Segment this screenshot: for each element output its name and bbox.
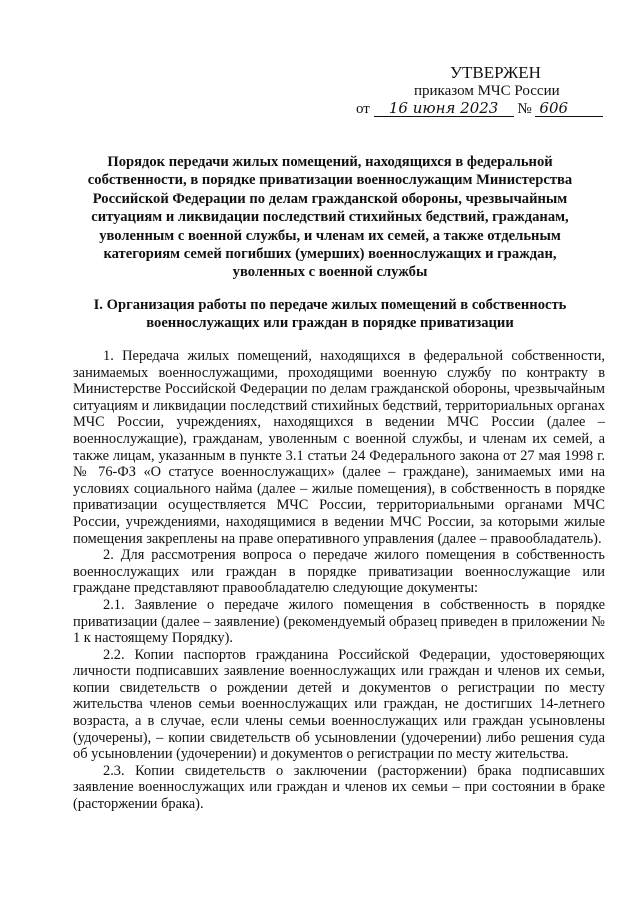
date-prefix: от (356, 101, 370, 117)
approval-title: УТВЕРЖЕН (450, 63, 541, 82)
paragraph: 2.2. Копии паспортов гражданина Российской Федерации, удостоверяющих личности подписавших заявление военнослужащих или граждан и членов их семьи, копии свидетельств о рождении детей и документов о регистрации по месту жительства членов семьи военнослужащих или граждан, не достигших 14-летнего возраста, а в случае, если члены семьи военнослужащих или граждан усыновлены (удочерены), – копии свидетельств об усыновлении (удочерении) либо решения суда об усыновлении (удочерении) и документов о регистрации по месту жительства. (73, 646, 605, 763)
document-body (73, 348, 605, 813)
approval-order: приказом МЧС России (414, 83, 560, 99)
approval-block (356, 64, 616, 118)
document-title: Порядок передачи жилых помещений, находящихся в федеральной собственности, в порядке приватизации военнослужащим Министерства Российской Федерации по делам гражданской обороны, чрезвычайным ситуациям и ликвидации последствий стихийных бедствий, гражданам, уволенным с военной службы, и членам их семей, а также отдельным категориям семей погибших (умерших) военнослужащих и граждан, уволенных с военной службы (87, 154, 573, 281)
handwritten-number: 606 (535, 100, 603, 117)
approval-date-line (356, 100, 616, 118)
paragraph: 1. Передача жилых помещений, находящихся в федеральной собственности, занимаемых военнослужащими, проходящими военную службу по контракту в Министерстве Российской Федерации по делам гражданской обороны, чрезвычайным ситуациям и ликвидации последствий стихийных бедствий, территориальных органах МЧС России, учреждениях, находящихся в ведении МЧС России (далее – военнослужащие), гражданам, уволенным с военной службы, и членам их семей, а также лицам, указанным в пункте 3.1 статьи 24 Федерального закона от 27 мая 1998 г. № 76-ФЗ «О статусе военнослужащих» (далее – граждане), занимаемых ими на условиях социального найма (далее – жилые помещения), в собственность в порядке приватизации осуществляется МЧС России, территориальными органами МЧС России, учреждениями, находящимися в ведении МЧС России, за которыми жилые помещения закреплены на праве оперативного управления (далее – правообладатель). (73, 348, 605, 547)
paragraph: 2.3. Копии свидетельств о заключении (расторжении) брака подписавших заявление военнослужащих или граждан и членов их семьи – при состоянии в браке (расторжении брака). (73, 762, 605, 813)
paragraph: 2.1. Заявление о передаче жилого помещения в собственность в порядке приватизации (далее – заявление) (рекомендуемый образец приведен в приложении № 1 к настоящему Порядку). (73, 596, 605, 647)
number-label: № (517, 101, 532, 117)
paragraph: 2. Для рассмотрения вопроса о передаче жилого помещения в собственность военнослужащих или граждан в порядке приватизации военнослужащие или граждане представляют правообладателю следующие документы: (73, 547, 605, 597)
handwritten-date: 16 июня 2023 (374, 100, 514, 117)
section-title: I. Организация работы по передаче жилых помещений в собственность военнослужащих или граждан в порядке приватизации (93, 297, 567, 332)
